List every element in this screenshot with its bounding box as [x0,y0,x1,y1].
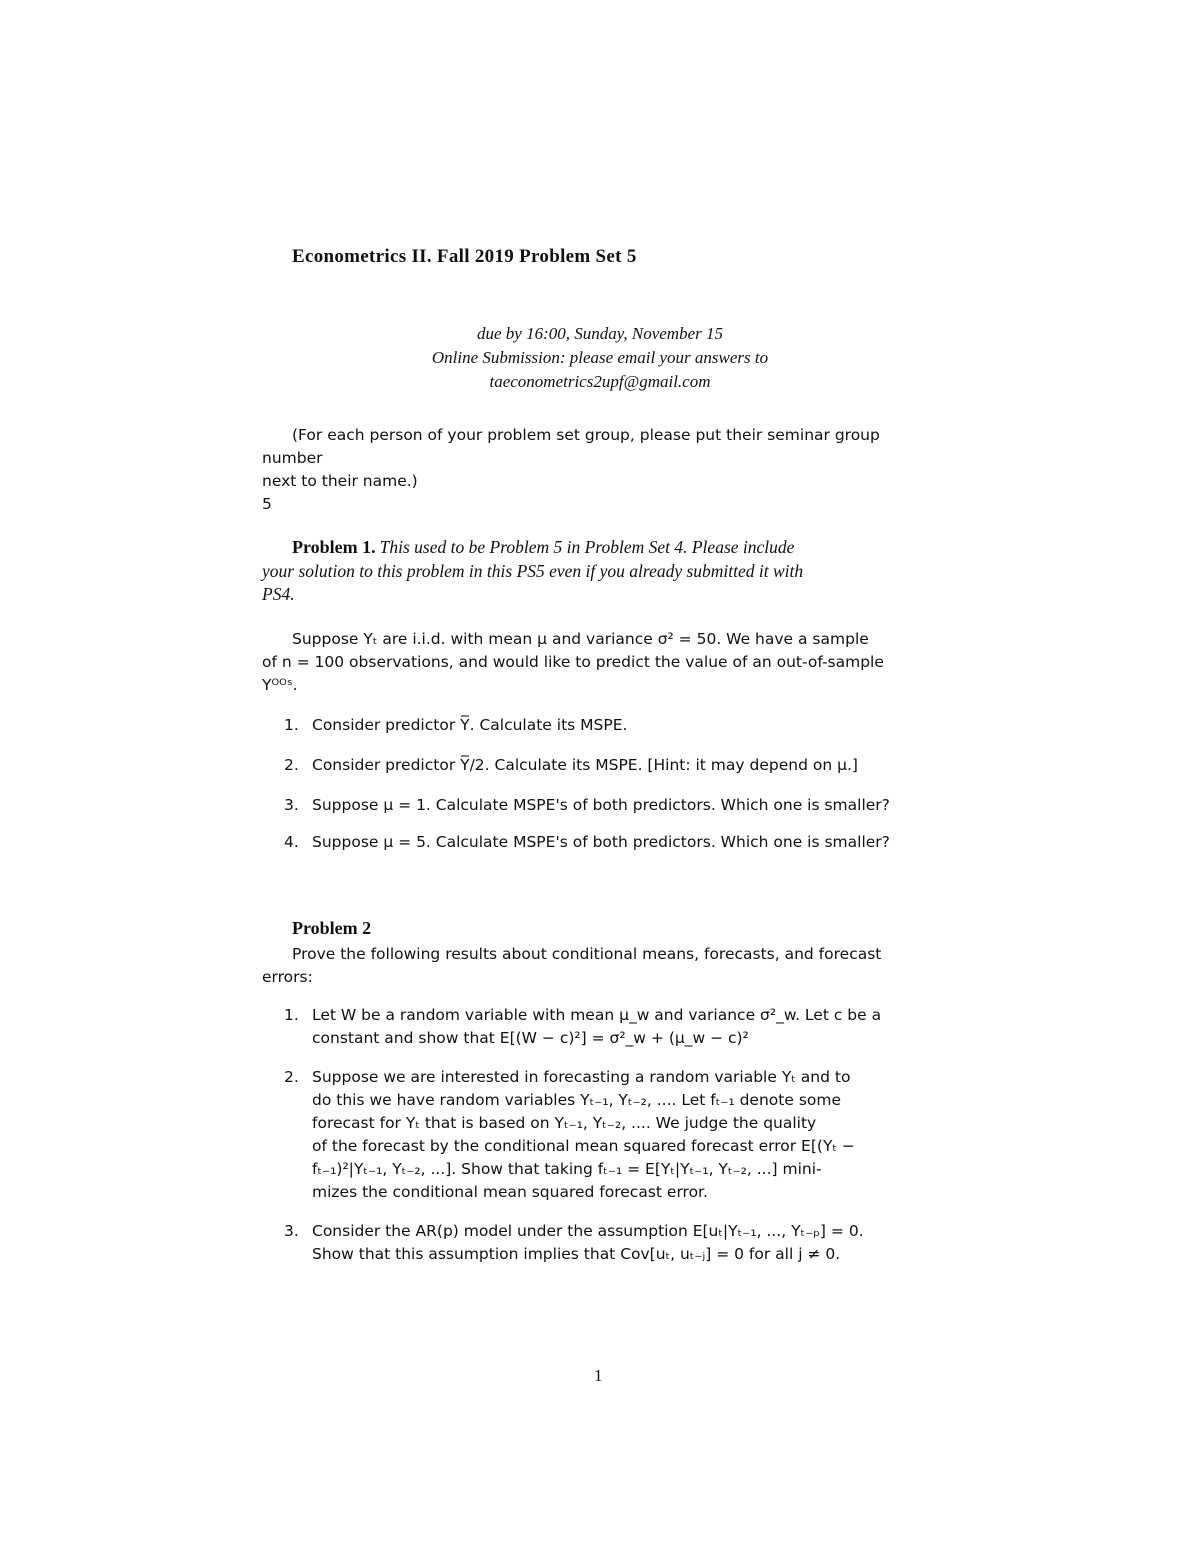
submission-line: Online Submission: please email your answers to [431,348,769,367]
list-item: 2. Consider predictor Y̅/2. Calculate its MSPE. [Hint: it may depend on μ.] [284,756,858,774]
problem-1-intro-line-1: This used to be Problem 5 in Problem Set 4. Please include [379,537,795,557]
list-item-text: Suppose μ = 5. Calculate MSPE's of both predictors. Which one is smaller? [312,833,890,851]
problem-1-intro-line-3: PS4. [262,584,295,604]
problem-1-intro-line-2: your solution to this problem in this PS5 even if you already submitted it with [262,561,804,581]
problem-2-intro-line-2: errors: [262,968,313,986]
list-item-text: Consider predictor Y̅. Calculate its MSPE. [312,716,628,734]
problem-2-list [284,1004,938,1266]
list-item: 4. Suppose μ = 5. Calculate MSPE's of both predictors. Which one is smaller? [284,833,890,851]
list-item: 2. Suppose we are interested in forecasting a random variable Yₜ and to do this we have random variables Yₜ₋₁, Yₜ₋₂, .... Let fₜ₋₁ denote some forecast for Yₜ that is based on Yₜ₋₁, Yₜ₋₂, .... We judge the quality of the forecast by the conditional mean squared forecast error E[(Yₜ − fₜ₋₁)²|Yₜ₋₁, Yₜ₋₂, ...]. Show that taking fₜ₋₁ = E[Yₜ|Yₜ₋₁, Yₜ₋₂, ...] mini- mizes the conditional mean squared forecast error. [284,1068,855,1201]
group-note-line-2: next to their name.) [262,472,418,490]
problem-1-setup [262,628,938,697]
problem-1-label: Problem 1. [292,537,376,557]
problem-1-setup-line-3: Yᴼᴼˢ. [262,676,298,694]
list-item-text: Suppose μ = 1. Calculate MSPE's of both predictors. Which one is smaller? [312,796,890,814]
page-title: Econometrics II. Fall 2019 Problem Set 5 [292,246,637,267]
list-item: 1. Let W be a random variable with mean μ_w and variance σ²_w. Let c be a constant and show that E[(W − c)²] = σ²_w + (μ_w − c)² [284,1006,882,1047]
problem-2-intro [262,943,938,989]
problem-2-intro-line-1: Prove the following results about conditional means, forecasts, and forecast [292,945,882,963]
email-address[interactable]: taeconometrics2upf@gmail.com [489,372,711,391]
group-note [262,424,938,516]
list-item: 3. Consider the AR(p) model under the assumption E[uₜ|Yₜ₋₁, ..., Yₜ₋ₚ] = 0. Show that this assumption implies that Cov[uₜ, uₜ₋ⱼ] = 0 for all j ≠ 0. [284,1222,864,1263]
problem-1-setup-line-2: of n = 100 observations, and would like to predict the value of an out-of-sample [262,653,884,671]
list-item-text: Consider predictor Y̅/2. Calculate its MSPE. [Hint: it may depend on μ.] [312,756,858,774]
list-item: 3. Suppose μ = 1. Calculate MSPE's of both predictors. Which one is smaller? [284,796,890,814]
group-note-line-1: (For each person of your problem set group, please put their seminar group number [262,426,880,467]
list-item: 1. Consider predictor Y̅. Calculate its MSPE. [284,716,628,734]
problem-1-intro [262,536,938,606]
problem-1-setup-line-1: Suppose Yₜ are i.i.d. with mean μ and variance σ² = 50. We have a sample [292,630,869,648]
problem-2-label: Problem 2 [292,918,372,938]
group-number: 5 [262,495,272,513]
due-date: due by 16:00, Sunday, November 15 [477,324,723,343]
problem-1-list [284,714,938,854]
page-number: 1 [594,1366,603,1385]
